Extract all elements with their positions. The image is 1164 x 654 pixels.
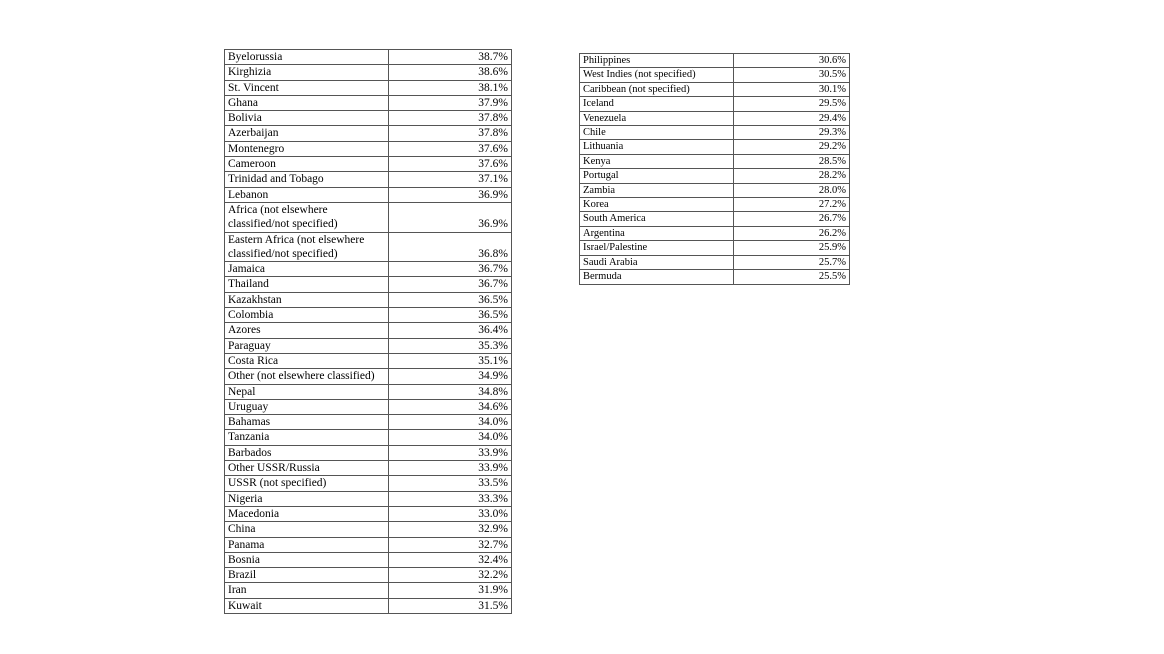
percentage-cell: 31.5% bbox=[389, 598, 512, 613]
table-row bbox=[580, 111, 850, 125]
percentage-cell: 38.7% bbox=[389, 50, 512, 65]
percentage-cell: 25.7% bbox=[734, 255, 850, 269]
country-cell: Other (not elsewhere classified) bbox=[225, 369, 389, 384]
country-cell: Jamaica bbox=[225, 262, 389, 277]
table-row bbox=[225, 232, 512, 262]
country-cell: Iran bbox=[225, 583, 389, 598]
country-cell: Kuwait bbox=[225, 598, 389, 613]
percentage-cell: 29.2% bbox=[734, 140, 850, 154]
percentage-cell: 37.1% bbox=[389, 172, 512, 187]
country-cell: Azerbaijan bbox=[225, 126, 389, 141]
table-row bbox=[225, 384, 512, 399]
country-cell: Chile bbox=[580, 126, 734, 140]
country-cell: West Indies (not specified) bbox=[580, 68, 734, 82]
table-row bbox=[225, 461, 512, 476]
country-cell: Argentina bbox=[580, 226, 734, 240]
table-row bbox=[225, 308, 512, 323]
percentage-cell: 34.8% bbox=[389, 384, 512, 399]
country-cell: Israel/Palestine bbox=[580, 241, 734, 255]
percentage-cell: 33.5% bbox=[389, 476, 512, 491]
percentage-cell: 33.0% bbox=[389, 506, 512, 521]
country-cell: Kazakhstan bbox=[225, 292, 389, 307]
percentage-cell: 37.8% bbox=[389, 111, 512, 126]
country-cell: Philippines bbox=[580, 54, 734, 68]
percentage-cell: 27.2% bbox=[734, 198, 850, 212]
percentage-cell: 31.9% bbox=[389, 583, 512, 598]
left-country-table bbox=[224, 49, 512, 614]
country-cell: Uruguay bbox=[225, 399, 389, 414]
country-cell: Caribbean (not specified) bbox=[580, 82, 734, 96]
table-row bbox=[225, 292, 512, 307]
country-cell: Bolivia bbox=[225, 111, 389, 126]
percentage-cell: 32.2% bbox=[389, 568, 512, 583]
country-cell: Costa Rica bbox=[225, 353, 389, 368]
table-row bbox=[225, 187, 512, 202]
table-row bbox=[225, 522, 512, 537]
table-row bbox=[225, 430, 512, 445]
percentage-cell: 36.7% bbox=[389, 262, 512, 277]
percentage-cell: 36.4% bbox=[389, 323, 512, 338]
percentage-cell: 37.6% bbox=[389, 141, 512, 156]
percentage-cell: 29.4% bbox=[734, 111, 850, 125]
percentage-cell: 33.9% bbox=[389, 445, 512, 460]
table-row bbox=[580, 169, 850, 183]
table-row bbox=[580, 82, 850, 96]
percentage-cell: 29.3% bbox=[734, 126, 850, 140]
percentage-cell: 34.9% bbox=[389, 369, 512, 384]
table-row bbox=[580, 140, 850, 154]
table-row bbox=[580, 97, 850, 111]
country-cell: Iceland bbox=[580, 97, 734, 111]
table-row bbox=[580, 255, 850, 269]
table-row bbox=[580, 154, 850, 168]
table-row bbox=[225, 323, 512, 338]
country-cell: USSR (not specified) bbox=[225, 476, 389, 491]
table-row bbox=[225, 126, 512, 141]
country-cell: Portugal bbox=[580, 169, 734, 183]
country-cell: Tanzania bbox=[225, 430, 389, 445]
percentage-cell: 30.5% bbox=[734, 68, 850, 82]
country-cell: Africa (not elsewhere classified/not specified) bbox=[225, 202, 389, 232]
percentage-cell: 32.4% bbox=[389, 552, 512, 567]
percentage-cell: 32.7% bbox=[389, 537, 512, 552]
left-table-body bbox=[225, 50, 512, 614]
table-row bbox=[225, 111, 512, 126]
table-row bbox=[225, 338, 512, 353]
table-row bbox=[225, 50, 512, 65]
table-row bbox=[225, 277, 512, 292]
country-cell: Bahamas bbox=[225, 415, 389, 430]
percentage-cell: 36.5% bbox=[389, 292, 512, 307]
country-cell: Bosnia bbox=[225, 552, 389, 567]
country-cell: Montenegro bbox=[225, 141, 389, 156]
table-row bbox=[580, 68, 850, 82]
country-cell: Paraguay bbox=[225, 338, 389, 353]
percentage-cell: 35.1% bbox=[389, 353, 512, 368]
country-cell: Other USSR/Russia bbox=[225, 461, 389, 476]
table-row bbox=[580, 198, 850, 212]
country-cell: Saudi Arabia bbox=[580, 255, 734, 269]
country-cell: Bermuda bbox=[580, 270, 734, 284]
country-cell: Lebanon bbox=[225, 187, 389, 202]
country-cell: Korea bbox=[580, 198, 734, 212]
table-row bbox=[225, 353, 512, 368]
country-cell: St. Vincent bbox=[225, 80, 389, 95]
country-cell: South America bbox=[580, 212, 734, 226]
percentage-cell: 37.6% bbox=[389, 157, 512, 172]
table-row bbox=[225, 583, 512, 598]
percentage-cell: 38.6% bbox=[389, 65, 512, 80]
country-cell: Nepal bbox=[225, 384, 389, 399]
percentage-cell: 36.5% bbox=[389, 308, 512, 323]
table-row bbox=[225, 399, 512, 414]
country-cell: Barbados bbox=[225, 445, 389, 460]
table-row bbox=[225, 598, 512, 613]
table-row bbox=[580, 270, 850, 284]
table-row bbox=[580, 241, 850, 255]
percentage-cell: 30.6% bbox=[734, 54, 850, 68]
table-row bbox=[225, 95, 512, 110]
percentage-cell: 37.9% bbox=[389, 95, 512, 110]
percentage-cell: 32.9% bbox=[389, 522, 512, 537]
percentage-cell: 34.0% bbox=[389, 430, 512, 445]
table-row bbox=[225, 172, 512, 187]
table-row bbox=[225, 141, 512, 156]
country-cell: Nigeria bbox=[225, 491, 389, 506]
table-row bbox=[225, 369, 512, 384]
percentage-cell: 37.8% bbox=[389, 126, 512, 141]
country-cell: Azores bbox=[225, 323, 389, 338]
country-cell: Lithuania bbox=[580, 140, 734, 154]
country-cell: Kirghizia bbox=[225, 65, 389, 80]
country-cell: Kenya bbox=[580, 154, 734, 168]
table-row bbox=[225, 552, 512, 567]
percentage-cell: 25.5% bbox=[734, 270, 850, 284]
country-cell: Trinidad and Tobago bbox=[225, 172, 389, 187]
country-cell: Byelorussia bbox=[225, 50, 389, 65]
table-row bbox=[225, 491, 512, 506]
country-cell: Cameroon bbox=[225, 157, 389, 172]
table-row bbox=[225, 262, 512, 277]
country-cell: Venezuela bbox=[580, 111, 734, 125]
country-cell: Ghana bbox=[225, 95, 389, 110]
percentage-cell: 25.9% bbox=[734, 241, 850, 255]
country-cell: Thailand bbox=[225, 277, 389, 292]
percentage-cell: 36.9% bbox=[389, 187, 512, 202]
percentage-cell: 34.6% bbox=[389, 399, 512, 414]
table-row bbox=[225, 476, 512, 491]
table-row bbox=[225, 445, 512, 460]
right-table-body bbox=[580, 54, 850, 285]
country-cell: Panama bbox=[225, 537, 389, 552]
country-cell: China bbox=[225, 522, 389, 537]
percentage-cell: 33.9% bbox=[389, 461, 512, 476]
table-row bbox=[225, 415, 512, 430]
table-row bbox=[225, 157, 512, 172]
table-row bbox=[580, 126, 850, 140]
table-row bbox=[225, 65, 512, 80]
percentage-cell: 30.1% bbox=[734, 82, 850, 96]
percentage-cell: 26.7% bbox=[734, 212, 850, 226]
table-row bbox=[225, 80, 512, 95]
percentage-cell: 35.3% bbox=[389, 338, 512, 353]
percentage-cell: 36.8% bbox=[389, 232, 512, 262]
country-cell: Zambia bbox=[580, 183, 734, 197]
percentage-cell: 34.0% bbox=[389, 415, 512, 430]
country-cell: Colombia bbox=[225, 308, 389, 323]
table-row bbox=[580, 183, 850, 197]
percentage-cell: 29.5% bbox=[734, 97, 850, 111]
country-cell: Eastern Africa (not elsewhere classified/not specified) bbox=[225, 232, 389, 262]
percentage-cell: 26.2% bbox=[734, 226, 850, 240]
table-row bbox=[580, 212, 850, 226]
country-cell: Brazil bbox=[225, 568, 389, 583]
table-row bbox=[580, 54, 850, 68]
percentage-cell: 36.9% bbox=[389, 202, 512, 232]
table-row bbox=[225, 537, 512, 552]
percentage-cell: 28.2% bbox=[734, 169, 850, 183]
percentage-cell: 28.0% bbox=[734, 183, 850, 197]
table-row bbox=[580, 226, 850, 240]
table-row bbox=[225, 506, 512, 521]
table-row bbox=[225, 202, 512, 232]
table-row bbox=[225, 568, 512, 583]
percentage-cell: 33.3% bbox=[389, 491, 512, 506]
percentage-cell: 38.1% bbox=[389, 80, 512, 95]
right-country-table bbox=[579, 53, 850, 285]
country-cell: Macedonia bbox=[225, 506, 389, 521]
percentage-cell: 36.7% bbox=[389, 277, 512, 292]
percentage-cell: 28.5% bbox=[734, 154, 850, 168]
